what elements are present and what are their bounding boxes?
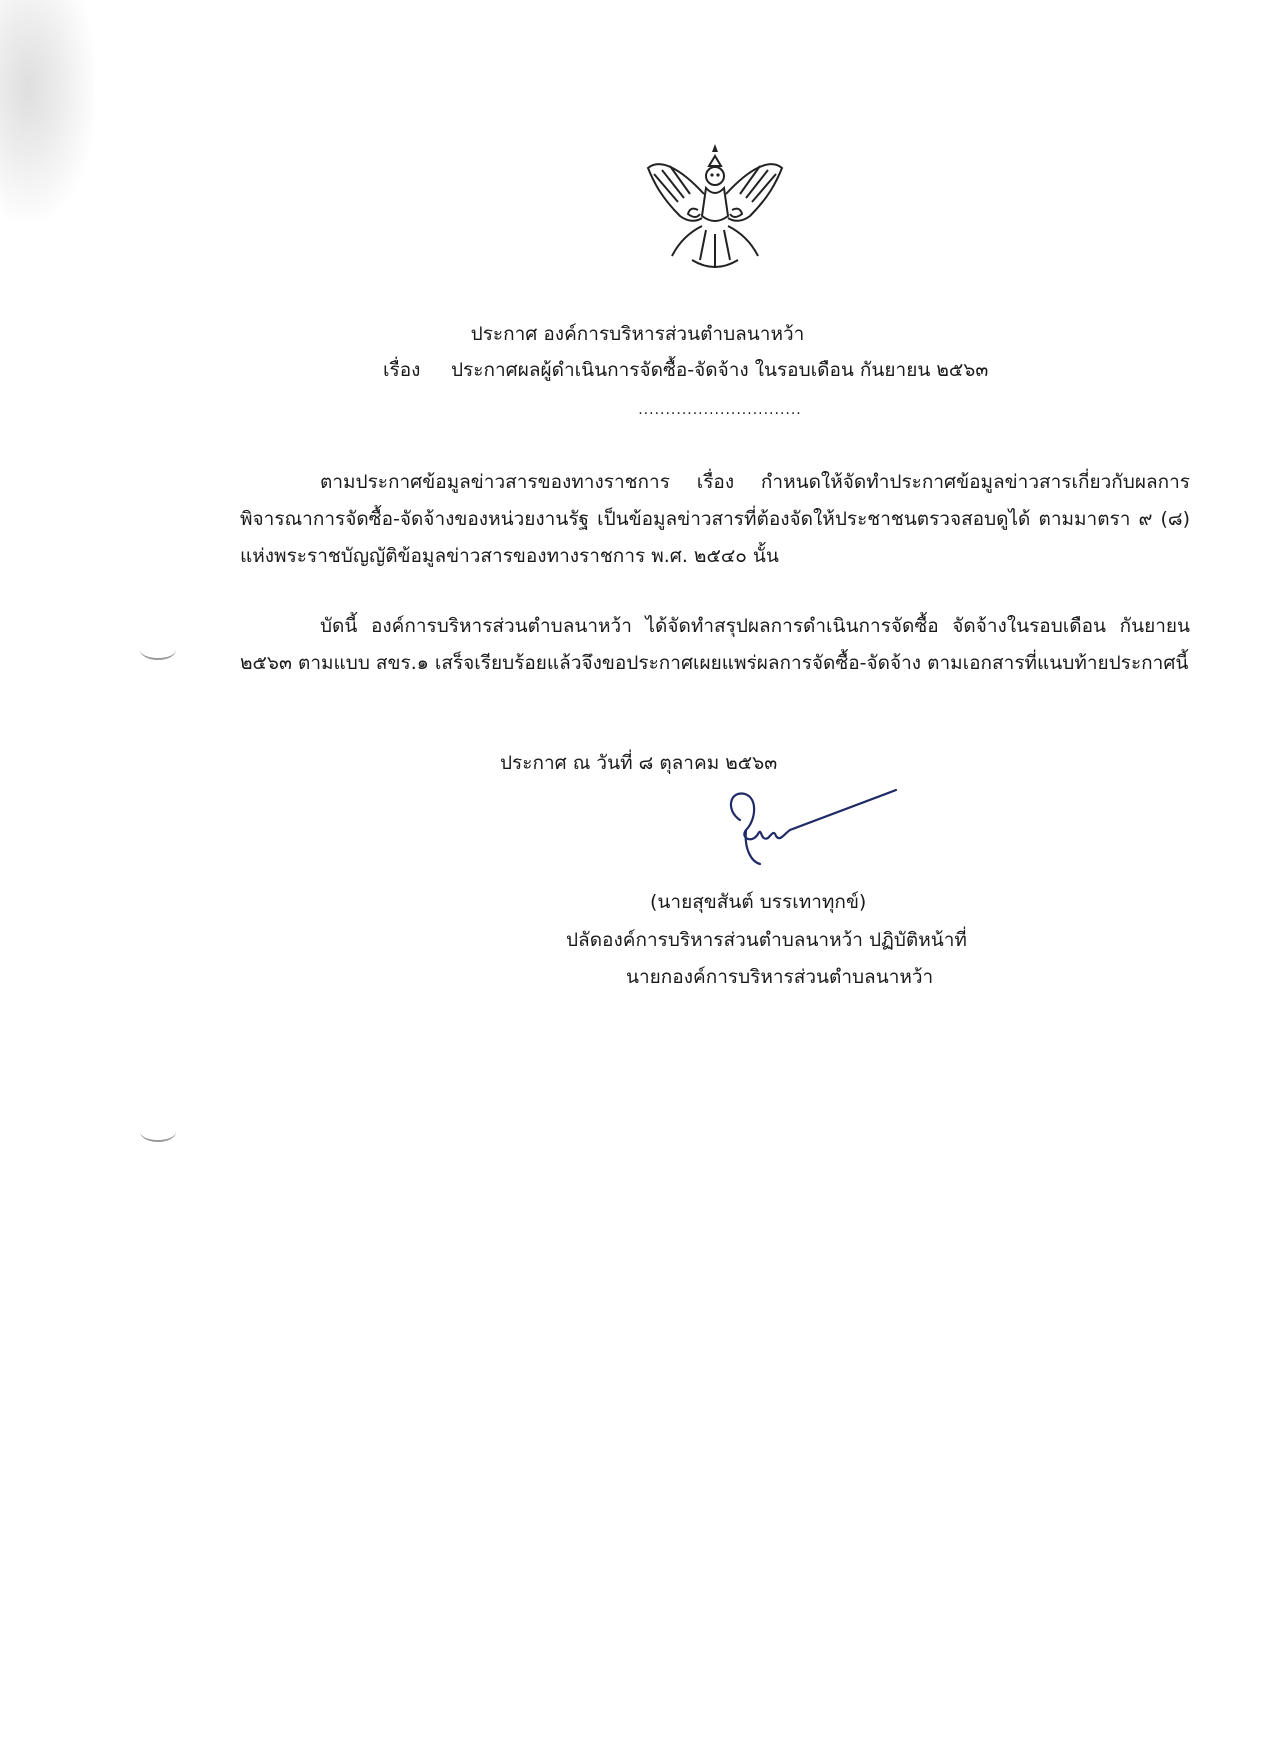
signer-name: (นายสุขสันต์ บรรเทาทุกข์)	[650, 891, 867, 913]
punch-hole-mark	[140, 1122, 176, 1142]
announcement-date: ประกาศ ณ วันที่ ๘ ตุลาคม ๒๕๖๓	[500, 752, 778, 774]
signer-position: ปลัดองค์การบริหารส่วนตำบลนาหว้า ปฏิบัติหน้าที่	[566, 929, 967, 951]
paragraph-1-text: ตามประกาศข้อมูลข่าวสารของทางราชการ เรื่อง กำหนดให้จัดทำประกาศข้อมูลข่าวสารเกี่ยวกับผลการพิจารณาการจัดซื้อ-จัดจ้างของหน่วยงานรัฐ เป็นข้อมูลข่าวสารที่ต้องจัดให้ประชาชนตรวจสอบดูได้ ตามมาตรา ๙ (๘) แห่งพระราชบัญญัติข้อมูลข่าวสารของทางราชการ พ.ศ. ๒๕๔๐ นั้น	[240, 471, 1190, 567]
paragraph-1	[240, 464, 1190, 575]
signer-acting-position: นายกองค์การบริหารส่วนตำบลนาหว้า	[626, 966, 934, 988]
separator-dots: ..............................	[638, 402, 802, 418]
scan-artifact	[0, 0, 95, 220]
paragraph-2	[240, 608, 1190, 682]
subject-label: เรื่อง	[383, 359, 421, 381]
paragraph-2-text: บัดนี้ องค์การบริหารส่วนตำบลนาหว้า ได้จัดทำสรุปผลการดำเนินการจัดซื้อ จัดจ้างในรอบเดือน กันยายน ๒๕๖๓ ตามแบบ สขร.๑ เสร็จเรียบร้อยแล้วจึงขอประกาศเผยแพร่ผลการจัดซื้อ-จัดจ้าง ตามเอกสารที่แนบท้ายประกาศนี้	[240, 615, 1190, 674]
garuda-emblem-icon	[640, 138, 790, 278]
announcement-header: ประกาศ องค์การบริหารส่วนตำบลนาหว้า	[470, 323, 805, 345]
punch-hole-mark	[140, 640, 176, 660]
handwritten-signature	[700, 780, 900, 870]
subject-text: ประกาศผลผู้ดำเนินการจัดซื้อ-จัดจ้าง ในรอบเดือน กันยายน ๒๕๖๓	[451, 359, 989, 381]
subject-line	[383, 358, 988, 382]
